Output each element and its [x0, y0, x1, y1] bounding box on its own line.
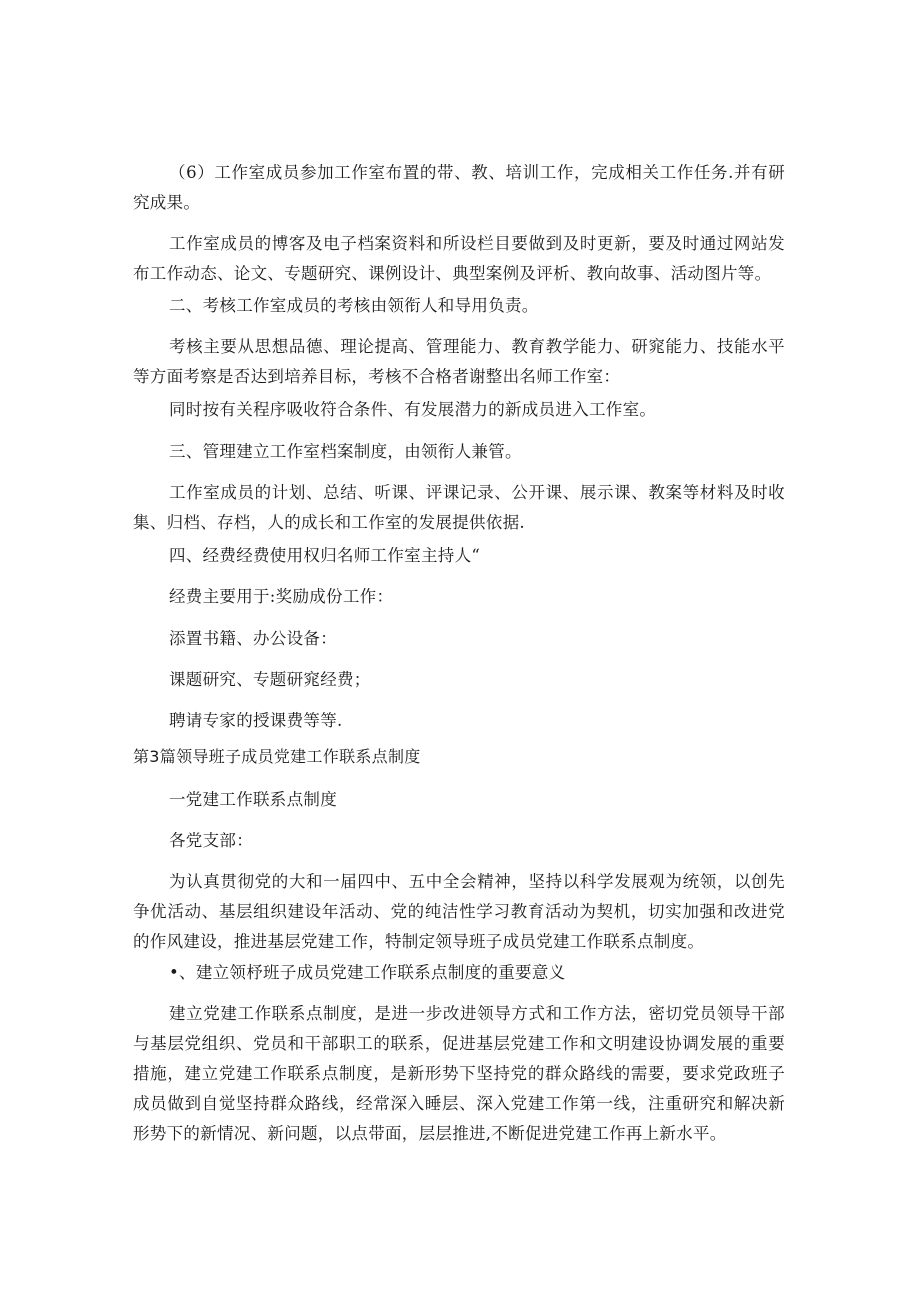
paragraph-new-members: 同时按有关程序吸收符合条件、有发展潜力的新成员进入工作室。: [169, 400, 657, 419]
paragraph-assessment-criteria: 考核主要从思想品德、理论提高、管理能力、教育教学能力、研窕能力、技能水平等方面考察是否达到培养目标，考核不合格者谢整出名师工作室：: [133, 337, 785, 386]
section-heading-funds: 四、经费经费使用权归名师工作室主持人“: [169, 546, 481, 565]
salutation: 各党支部：: [169, 831, 253, 850]
chapter-title: 第3篇领导班子成员党建工作联系点制度: [133, 747, 421, 766]
paragraph-purpose: 为认真贯彻党的大和一届四中、五中全会精神，坚持以科学发展观为统领，以创先争优活动、基层组织建设年活动、党的纯洁性学习教育活动为契机，切实加强和改进党的作风建设，推进基层党建工作，特制定领导班子成员党建工作联系点制度。: [133, 872, 785, 951]
paragraph-blog-updates: 工作室成员的博客及电子档案资料和所设栏目要做到及时更新，要及时通过网站发布工作动态、论文、专题研究、课例设计、典型案例及评析、教向故事、活动图片等。: [133, 234, 785, 283]
section-heading-assessment: 二、考核工作室成员的考核由领衔人和导用负责。: [169, 296, 539, 315]
paragraph-funds-experts: 聘请专家的授课费等等.: [169, 711, 343, 730]
paragraph-funds-books: 添置书籍、办公设备：: [169, 629, 337, 648]
section-heading-archive: 三、管理建立工作室档案制度，由领衔人兼管。: [169, 442, 522, 461]
paragraph-funds-research: 课题研究、专题研窕经费；: [169, 670, 371, 689]
section-heading-significance: •、建立领杼班子成员党建工作联系点制度的重要意义: [169, 963, 566, 982]
section-subtitle: 一党建工作联系点制度: [169, 790, 337, 809]
paragraph-archive-materials: 工作室成员的计划、总结、听课、评课记录、公开课、展示课、教案等材料及时收集、归档、存档，人的成长和工作室的发展提供依据.: [133, 483, 785, 532]
paragraph-task-completion: （6）工作室成员参加工作室布置的带、教、培训工作，完成相关工作任务.并有研究成果。: [133, 163, 785, 212]
paragraph-funds-usage: 经费主要用于:奖励成份工作：: [169, 587, 394, 606]
paragraph-significance: 建立党建工作联系点制度，是进一步改进领导方式和工作方法，密切党员领导干部与基层党组织、党员和干部职工的联系，促进基层党建工作和文明建设协调发展的重要措施，建立党建工作联系点制度，是新形势下坚持党的群众路线的需要，要求党政班子成员做到自觉坚持群众路线，经常深入睡层、深入党建工作第一线，注重研究和解决新形势下的新情况、新问题，以点带面，层层推进,不断促进党建工作再上新水平。: [133, 1004, 785, 1143]
